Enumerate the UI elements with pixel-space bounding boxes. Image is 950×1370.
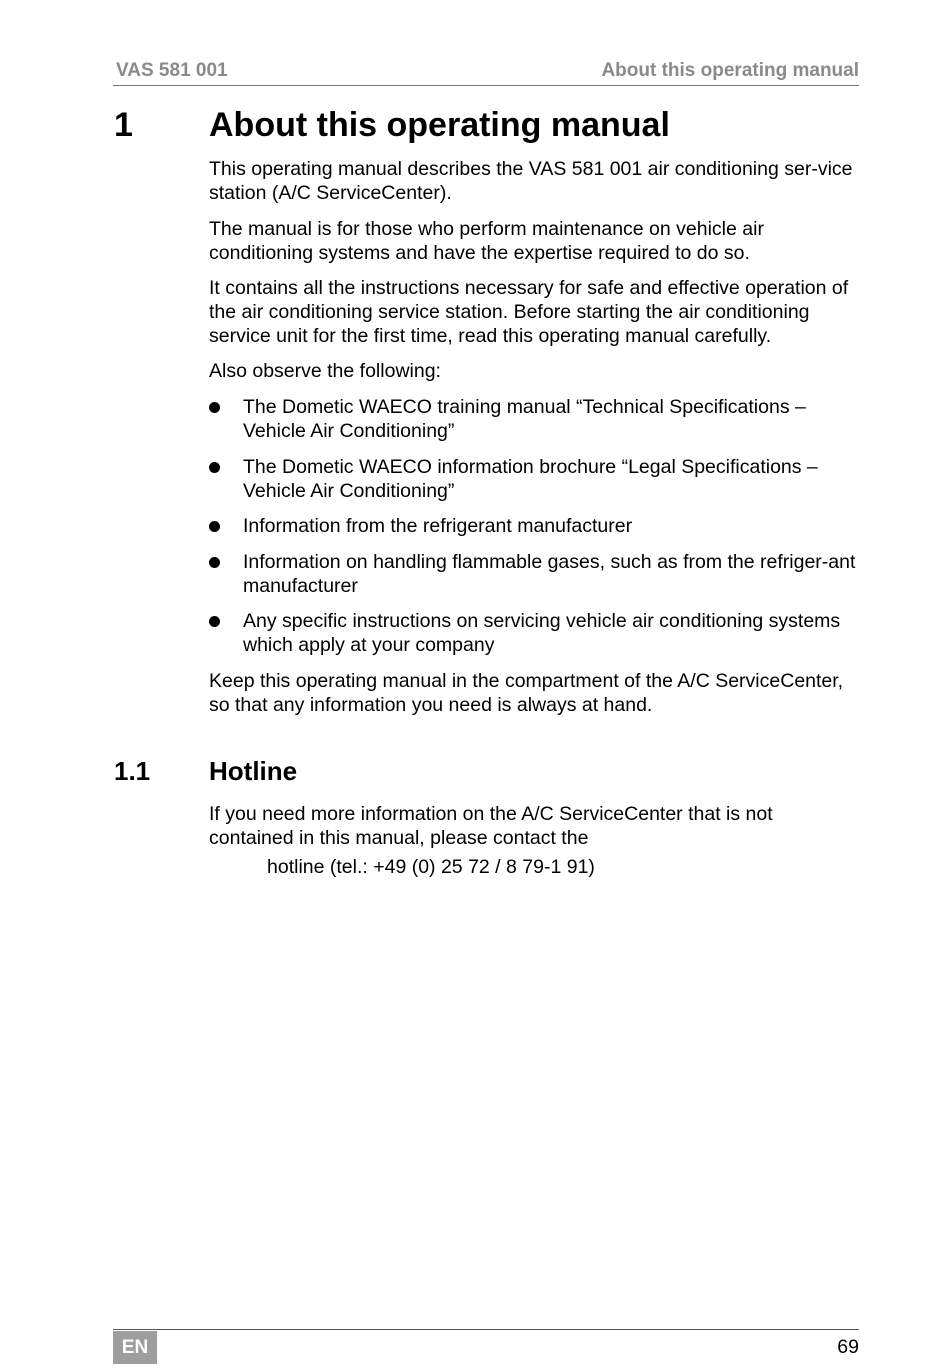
section-title: About this operating manual [209,106,670,144]
page-number: 69 [837,1336,859,1358]
bullet-text: Information from the refrigerant manufacturer [243,515,633,537]
hotline-paragraph: If you need more information on the A/C ServiceCenter that is not contained in this manual, please contact the [209,803,773,849]
running-header-left: VAS 581 001 [116,60,228,81]
bullet-text: The Dometic WAECO training manual “Technical Specifications – Vehicle Air Conditioning” [243,396,806,442]
bullet-dot-icon [209,616,220,627]
bullet-text: The Dometic WAECO information brochure “Legal Specifications – Vehicle Air Conditioning” [243,456,818,502]
bullet-dot-icon [209,521,220,532]
bullet-dot-icon [209,462,220,473]
audience-paragraph: The manual is for those who perform maintenance on vehicle air conditioning systems and have the expertise required to do so. [209,218,764,264]
subsection-title: Hotline [209,756,298,786]
observe-paragraph: Also observe the following: [209,360,441,382]
subsection-number: 1.1 [114,756,151,786]
bullet-dot-icon [209,402,220,413]
footer-divider [113,1329,859,1330]
bullet-text: Any specific instructions on servicing vehicle air conditioning systems which apply at your company [243,610,841,656]
closing-paragraph: Keep this operating manual in the compartment of the A/C ServiceCenter, so that any information you need is always at hand. [209,670,844,716]
contents-paragraph: It contains all the instructions necessary for safe and effective operation of the air conditioning service station. Before starting the air conditioning service unit for the first time, read this operating manual carefully. [209,277,849,347]
running-header-right: About this operating manual [601,60,859,81]
language-badge: EN [113,1331,157,1364]
bullet-text: Information on handling flammable gases, such as from the refriger-ant manufacturer [243,551,856,597]
hotline-number: hotline (tel.: +49 (0) 25 72 / 8 79-1 91) [267,856,595,878]
header-divider [113,85,859,86]
intro-paragraph: This operating manual describes the VAS 581 001 air conditioning ser-vice station (A/C ServiceCenter). [209,158,853,204]
bullet-dot-icon [209,557,220,568]
section-number: 1 [114,106,133,144]
